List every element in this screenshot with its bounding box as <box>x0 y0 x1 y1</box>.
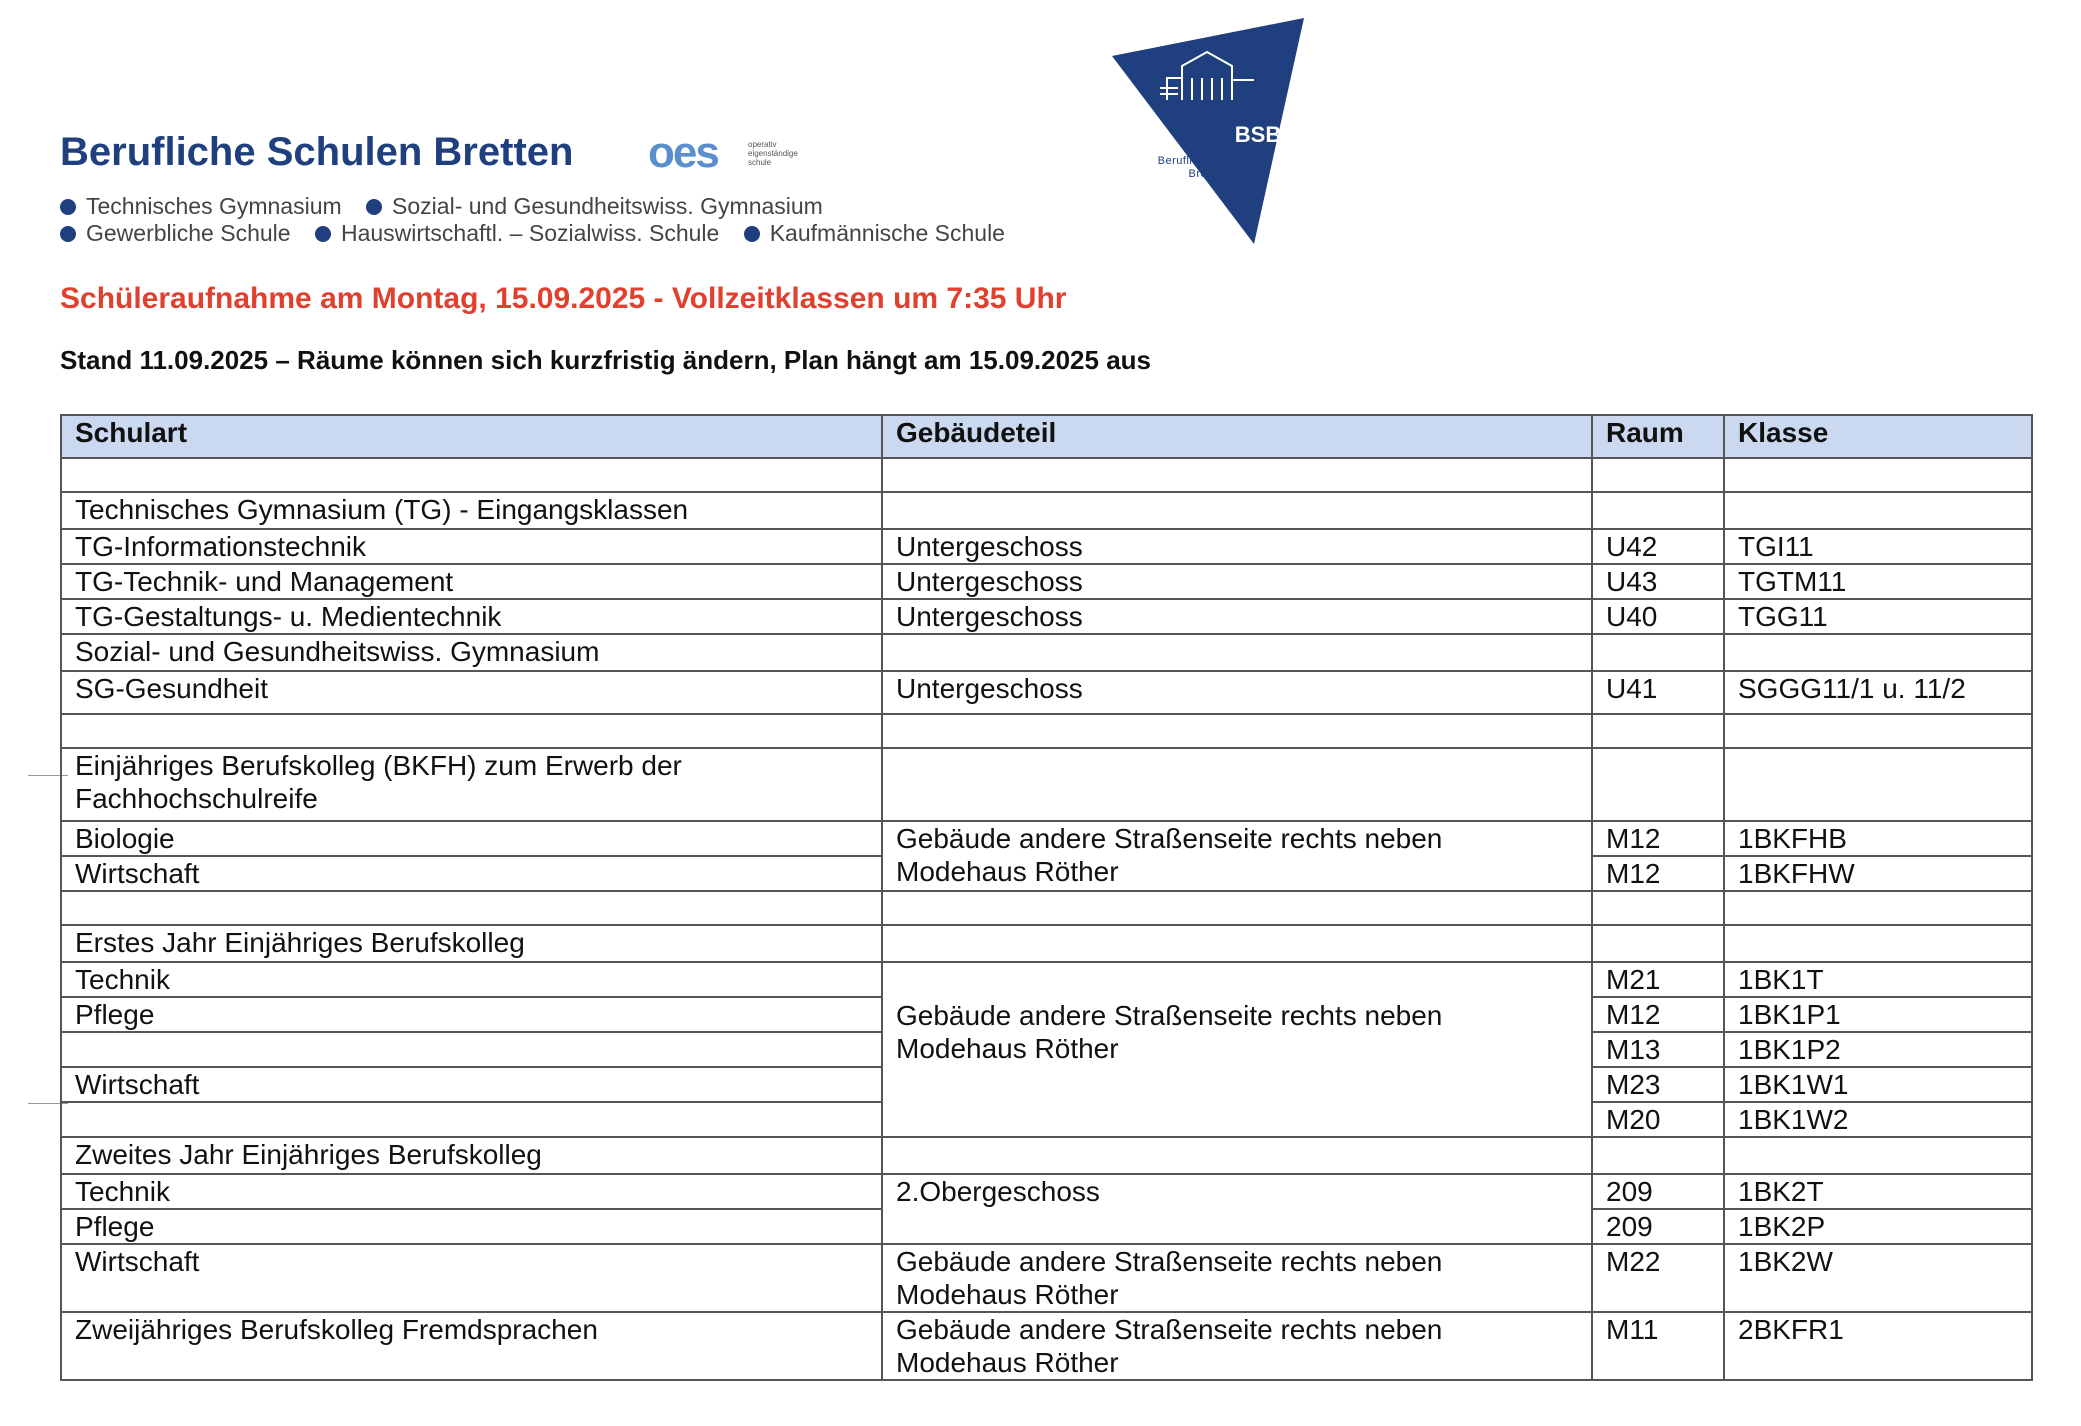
spacer-row <box>61 714 2032 748</box>
oes-logo-word: oes <box>648 128 718 177</box>
building-cell: Gebäude andere Straßenseite rechts neben Modehaus Röther <box>882 821 1592 891</box>
bullet-icon <box>60 199 76 215</box>
column-header-klasse: Klasse <box>1724 415 2032 458</box>
table-row: TG-Technik- und Management Untergeschoss U43 TGTM11 <box>61 564 2032 599</box>
school-types-line-2: Gewerbliche Schule Hauswirtschaftl. – Sozialwiss. Schule Kaufmännische Schule <box>60 220 1023 247</box>
section-row <box>61 634 2032 671</box>
section-title: Einjähriges Berufskolleg (BKFH) zum Erwerb der Fachhochschulreife <box>61 748 882 821</box>
section-title: Zweites Jahr Einjähriges Berufskolleg <box>61 1137 882 1174</box>
bullet-icon <box>366 199 382 215</box>
table-row: Zweijähriges Berufskolleg Fremdsprachen Gebäude andere Straßenseite rechts neben Modehaus Röther M11 2BKFR1 <box>61 1312 2032 1380</box>
table-row: SG-Gesundheit Untergeschoss U41 SGGG11/1 u. 11/2 <box>61 671 2032 714</box>
admission-headline: Schüleraufnahme am Montag, 15.09.2025 - Vollzeitklassen um 7:35 Uhr <box>60 282 1067 315</box>
bsb-logo <box>1112 18 1322 248</box>
building-cell: Gebäude andere Straßenseite rechts neben Modehaus Röther <box>882 1312 1592 1380</box>
status-subline: Stand 11.09.2025 – Räume können sich kurzfristig ändern, Plan hängt am 15.09.2025 aus <box>60 345 1151 375</box>
section-title: Sozial- und Gesundheitswiss. Gymnasium <box>61 634 882 671</box>
table-row: Technik 2.Obergeschoss 209 1BK2T <box>61 1174 2032 1209</box>
column-header-schulart: Schulart <box>61 415 882 458</box>
table-row: Wirtschaft M23 1BK1W1 <box>61 1067 2032 1102</box>
table-row: Wirtschaft Gebäude andere Straßenseite rechts neben Modehaus Röther M22 1BK2W <box>61 1244 2032 1312</box>
bullet-icon <box>60 226 76 242</box>
column-header-gebaeudeteil: Gebäudeteil <box>882 415 1592 458</box>
table-header-row <box>61 415 2032 458</box>
spacer-row <box>61 891 2032 925</box>
table-row: TG-Gestaltungs- u. Medientechnik Untergeschoss U40 TGG11 <box>61 599 2032 634</box>
table-row: Technik Gebäude andere Straßenseite rechts neben Modehaus Röther M21 1BK1T <box>61 962 2032 997</box>
section-title: Zweijähriges Berufskolleg Fremdsprachen <box>61 1312 882 1380</box>
spacer-row <box>61 458 2032 492</box>
table-row: TG-Informationstechnik Untergeschoss U42 TGI11 <box>61 529 2032 564</box>
bsb-logo-line2: Bretten <box>1188 168 1228 180</box>
section-title: Technisches Gymnasium (TG) - Eingangsklassen <box>61 492 882 529</box>
bullet-icon <box>315 226 331 242</box>
table-row: Wirtschaft M12 1BKFHW <box>61 856 2032 891</box>
table-row: M20 1BK1W2 <box>61 1102 2032 1137</box>
building-cell: Gebäude andere Straßenseite rechts neben Modehaus Röther <box>882 962 1592 1137</box>
school-types-line-1: Technisches Gymnasium Sozial- und Gesundheitswiss. Gymnasium <box>60 193 841 220</box>
table-row: M13 1BK1P2 <box>61 1032 2032 1067</box>
section-row <box>61 925 2032 962</box>
room-plan-table <box>60 414 2033 1381</box>
school-name: Berufliche Schulen Bretten <box>60 130 574 174</box>
section-row <box>61 748 2032 821</box>
table-row: Pflege 209 1BK2P <box>61 1209 2032 1244</box>
column-header-raum: Raum <box>1592 415 1724 458</box>
section-title: Erstes Jahr Einjähriges Berufskolleg <box>61 925 882 962</box>
table-row: Pflege M12 1BK1P1 <box>61 997 2032 1032</box>
bullet-icon <box>744 226 760 242</box>
building-cell: Gebäude andere Straßenseite rechts neben Modehaus Röther <box>882 1244 1592 1312</box>
section-row <box>61 1137 2032 1174</box>
bsb-logo-abbr: BSB <box>1234 122 1282 147</box>
table-row: Biologie Gebäude andere Straßenseite rechts neben Modehaus Röther M12 1BKFHB <box>61 821 2032 856</box>
oes-logo <box>648 128 798 177</box>
section-row <box>61 492 2032 529</box>
building-cell: 2.Obergeschoss <box>882 1174 1592 1244</box>
oes-logo-tagline: operativ eigenständige schule <box>748 140 798 167</box>
bsb-logo-line1: Berufliche Schulen <box>1157 155 1259 167</box>
